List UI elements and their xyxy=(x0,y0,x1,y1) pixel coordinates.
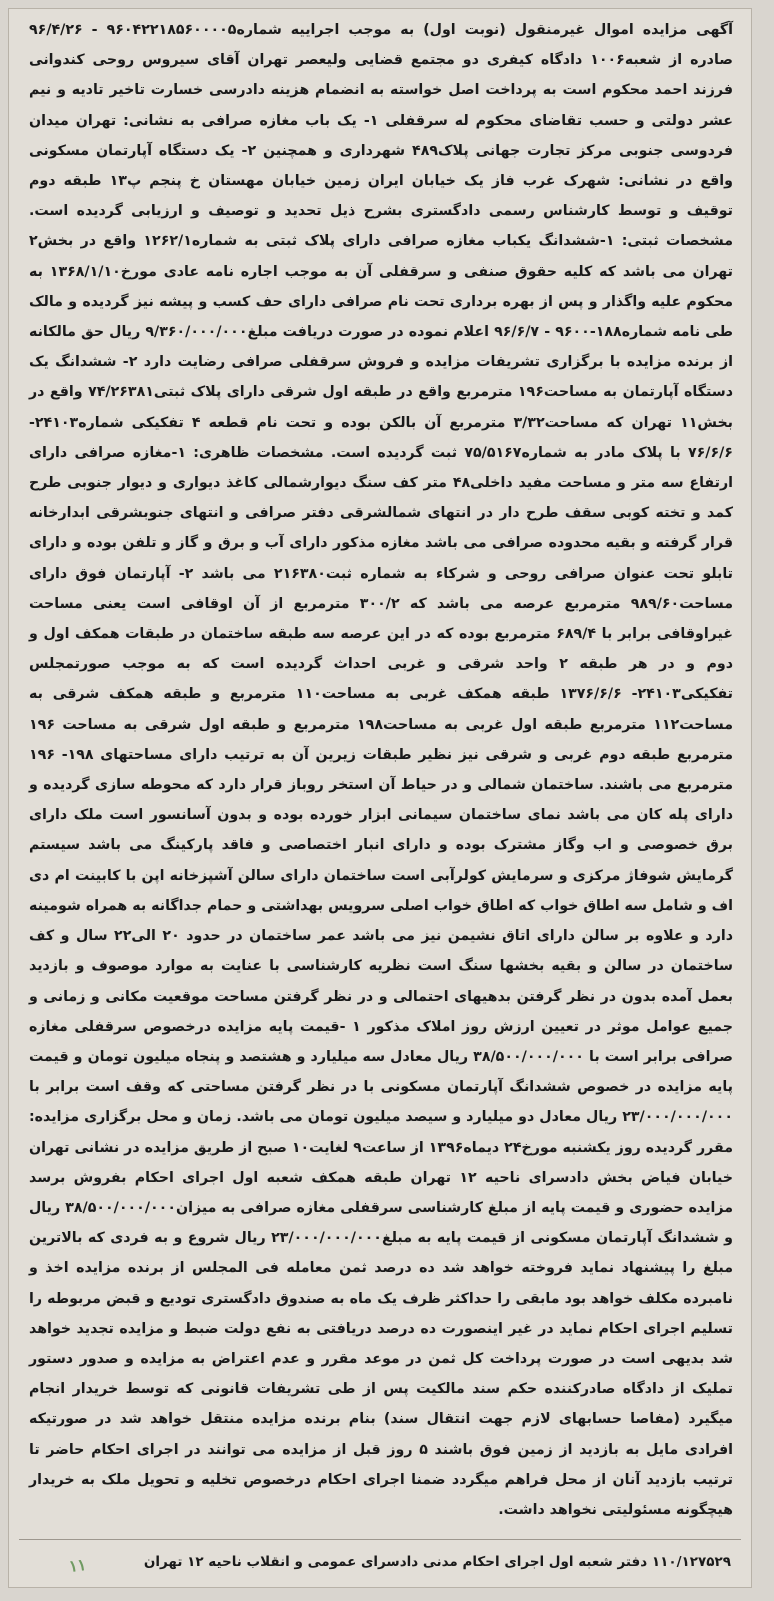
auction-notice-body xyxy=(29,15,733,1525)
issuing-office-signature: ۱۱۰/۱۲۷۵۲۹ دفتر شعبه اول اجرای احکام مدنی دادسرای عمومی و انقلاب ناحیه ۱۲ تهران xyxy=(143,1554,731,1570)
ink-stamp-mark: ۱۱ xyxy=(67,1554,88,1576)
auction-notice-text: آگهی مزایده اموال غیرمنقول (نوبت اول) به موجب اجراییه شماره۹۶۰۴۲۲۱۸۵۶۰۰۰۰۵ - ۹۶/۴/۲۶ صادره از شعبه۱۰۰۶ دادگاه کیفری دو مجتمع قضایی ولیعصر تهران آقای سیروس روحی کندوانی فرزند احمد محکوم است به پرداخت اصل خواسته به انضمام هزینه دادرسی خسارت تاخیر تادیه و نیم عشر دولتی و حسب تقاضای محکوم له سرقفلی ۱- یک باب مغازه صرافی به نشانی: تهران میدان فردوسی جنوبی مرکز تجارت جهانی پلاک۴۸۹ شهرداری و همچنین ۲- یک دستگاه آپارتمان مسکونی واقع در نشانی: شهرک غرب فاز یک خیابان ایران زمین خیابان مهستان خ پنجم پ۱۳ طبقه دوم توقیف و توسط کارشناس رسمی دادگستری بشرح ذیل تحدید و توصیف و ارزیابی گردیده است. مشخصات ثبتی: ۱-ششدانگ یکباب مغازه صرافی دارای پلاک ثبتی به شماره۱۲۶۲/۱ واقع در بخش۲ تهران می باشد که کلیه حقوق صنفی و سرقفلی آن به موجب اجاره نامه عادی مورخ۱۳۶۸/۱/۱۰ به محکوم علیه واگذار و پس از بهره برداری تحت نام صرافی دارای حف کسب و پیشه نیز گردیده و مالک طی نامه شماره۱۸۸-۹۶۰۰ - ۹۶/۶/۷ اعلام نموده در صورت دریافت مبلغ۹/۳۶۰/۰۰۰/۰۰۰ ریال حق مالکانه از برنده مزایده با برگزاری تشریفات مزایده و فروش سرقفلی صرافی رضایت دارد ۲- ششدانگ یک دستگاه آپارتمان به مساحت۱۹۶ مترمربع واقع در طبقه اول شرقی دارای پلاک ثبتی۷۴/۲۶۳۸۱ واقع در بخش۱۱ تهران که مساحت۳/۳۲ مترمربع آن بالکن بوده و تحت نام قطعه ۴ تفکیکی شماره۲۴۱۰۳- ۷۶/۶/۶ با پلاک مادر به شماره۷۵/۵۱۶۷ ثبت گردیده است. مشخصات ظاهری: ۱-مغازه صرافی دارای ارتفاع سه متر و مساحت مفید داخلی۴۸ متر کف سنگ دیوارشمالی کاغذ دیواری و دیوار جنوبی طرح کمد و تخته کوبی سقف طرح دار در انتهای شمالشرقی دفتر صرافی و انتهای جنوبشرقی ابدارخانه قرار گرفته و بقیه محدوده صرافی می باشد مغازه مذکور دارای آب و برق و گاز و تلفن بوده و دارای تابلو تحت عنوان صرافی روحی و شرکاء به شماره ثبت۲۱۶۳۸۰ می باشد ۲- آپارتمان فوق دارای مساحت۹۸۹/۶۰ مترمربع عرصه می باشد که ۳۰۰/۲ مترمربع از آن اوقافی است یعنی مساحت غیراوقافی برابر با ۶۸۹/۴ مترمربع بوده که در این عرصه سه طبقه ساختمان در طبقات همکف اول و دوم و در هر طبقه ۲ واحد شرقی و غربی احداث گردیده است که به موجب صورتمجلس تفکیکی۲۴۱۰۳- ۱۳۷۶/۶/۶ طبقه همکف غربی به مساحت۱۱۰ مترمربع و طبقه همکف شرقی به مساحت۱۱۲ مترمربع طبقه اول غربی به مساحت۱۹۸ مترمربع و طبقه اول شرقی به مساحت ۱۹۶ مترمربع طبقه دوم غربی و شرقی نیز نظیر طبقات زیرین آن به ترتیب دارای مساحتهای ۱۹۸- ۱۹۶ مترمربع می باشند. ساختمان شمالی و در حیاط آن استخر روباز قرار دارد که محوطه سازی گردیده و دارای پله کان می باشد نمای ساختمان سیمانی ابزار خورده بوده و بدون آسانسور است ملک دارای برق خصوصی و اب وگاز مشترک بوده و دارای انبار اختصاصی و فاقد پارکینگ می باشد سیستم گرمایش شوفاژ مرکزی و سرمایش کولرآبی است ساختمان دارای سالن آشپزخانه اپن با کابینت ام دی اف و شامل سه اطاق خواب که اطاق خواب اصلی سرویس بهداشتی و حمام جداگانه به همراه شومینه دارد و علاوه بر سالن دارای اتاق نشیمن نیز می باشد عمر ساختمان در حدود ۲۰ الی۲۲ سال و کف ساختمان در سالن و بقیه بخشها سنگ است نظریه کارشناسی با عنایت به موارد موصوف و بازدید بعمل آمده بدون در نظر گرفتن بدهیهای احتمالی و در نظر گرفتن مساحت موقعیت مکانی و زمانی و جمیع عوامل موثر در تعیین ارزش روز املاک مذکور ۱ -قیمت پایه مزایده درخصوص سرقفلی مغازه صرافی برابر است با ۳۸/۵۰۰/۰۰۰/۰۰۰ ریال معادل سه میلیارد و هشتصد و پنجاه میلیون تومان و قیمت پایه مزایده در خصوص ششدانگ آپارتمان مسکونی با در نظر گرفتن مساحتی که وقف است برابر با ۲۳/۰۰۰/۰۰۰/۰۰۰ ریال معادل دو میلیارد و سیصد میلیون تومان می باشد. زمان و محل برگزاری مزایده: مقرر گردیده روز یکشنبه مورخ۲۴ دیماه۱۳۹۶ از ساعت۹ لغایت۱۰ صبح از طریق مزایده در نشانی تهران خیابان فیاض بخش دادسرای ناحیه ۱۲ تهران طبقه همکف شعبه اول اجرای احکام بفروش برسد مزایده حضوری و قیمت پایه از مبلغ کارشناسی سرقفلی مغازه صرافی به میزان۳۸/۵۰۰/۰۰۰/۰۰۰ ریال و ششدانگ آپارتمان مسکونی از قیمت پایه به مبلغ۲۳/۰۰۰/۰۰۰/۰۰۰ ریال شروع و به فردی که بالاترین مبلغ را پیشنهاد نماید فروخته خواهد شد ده درصد ثمن معامله فی المجلس از برنده مزایده اخذ و نامبرده مکلف خواهد بود مابقی را حداکثر ظرف یک ماه به صندوق دادگستری تودیع و قبض مربوطه را تسلیم اجرای احکام نماید در غیر اینصورت ده درصد دریافتی به نفع دولت ضبط و مزایده تجدید خواهد شد بدیهی است در صورت پرداخت کل ثمن در موعد مقرر و عدم اعتراض به مزایده و صدور دستور تملیک از دادگاه صادرکننده حکم سند مالکیت پس از طی تشریفات قانونی که توسط خریدار انجام میگیرد (مفاصا حسابهای لازم جهت انتقال سند) بنام برنده مزایده منتقل خواهد شد در صورتیکه افرادی مایل به بازدید از زمین فوق باشند ۵ روز قبل از مزایده می توانند در اجرای احکام حاضر تا ترتیب بازدید آنان از محل فراهم میگردد ضمنا اجرای احکام درخصوص تخلیه و تحویل ملک به خریدار هیچگونه مسئولیتی نخواهد داشت. xyxy=(29,22,734,1518)
footer-divider xyxy=(19,1539,741,1540)
newspaper-clipping xyxy=(8,8,752,1588)
